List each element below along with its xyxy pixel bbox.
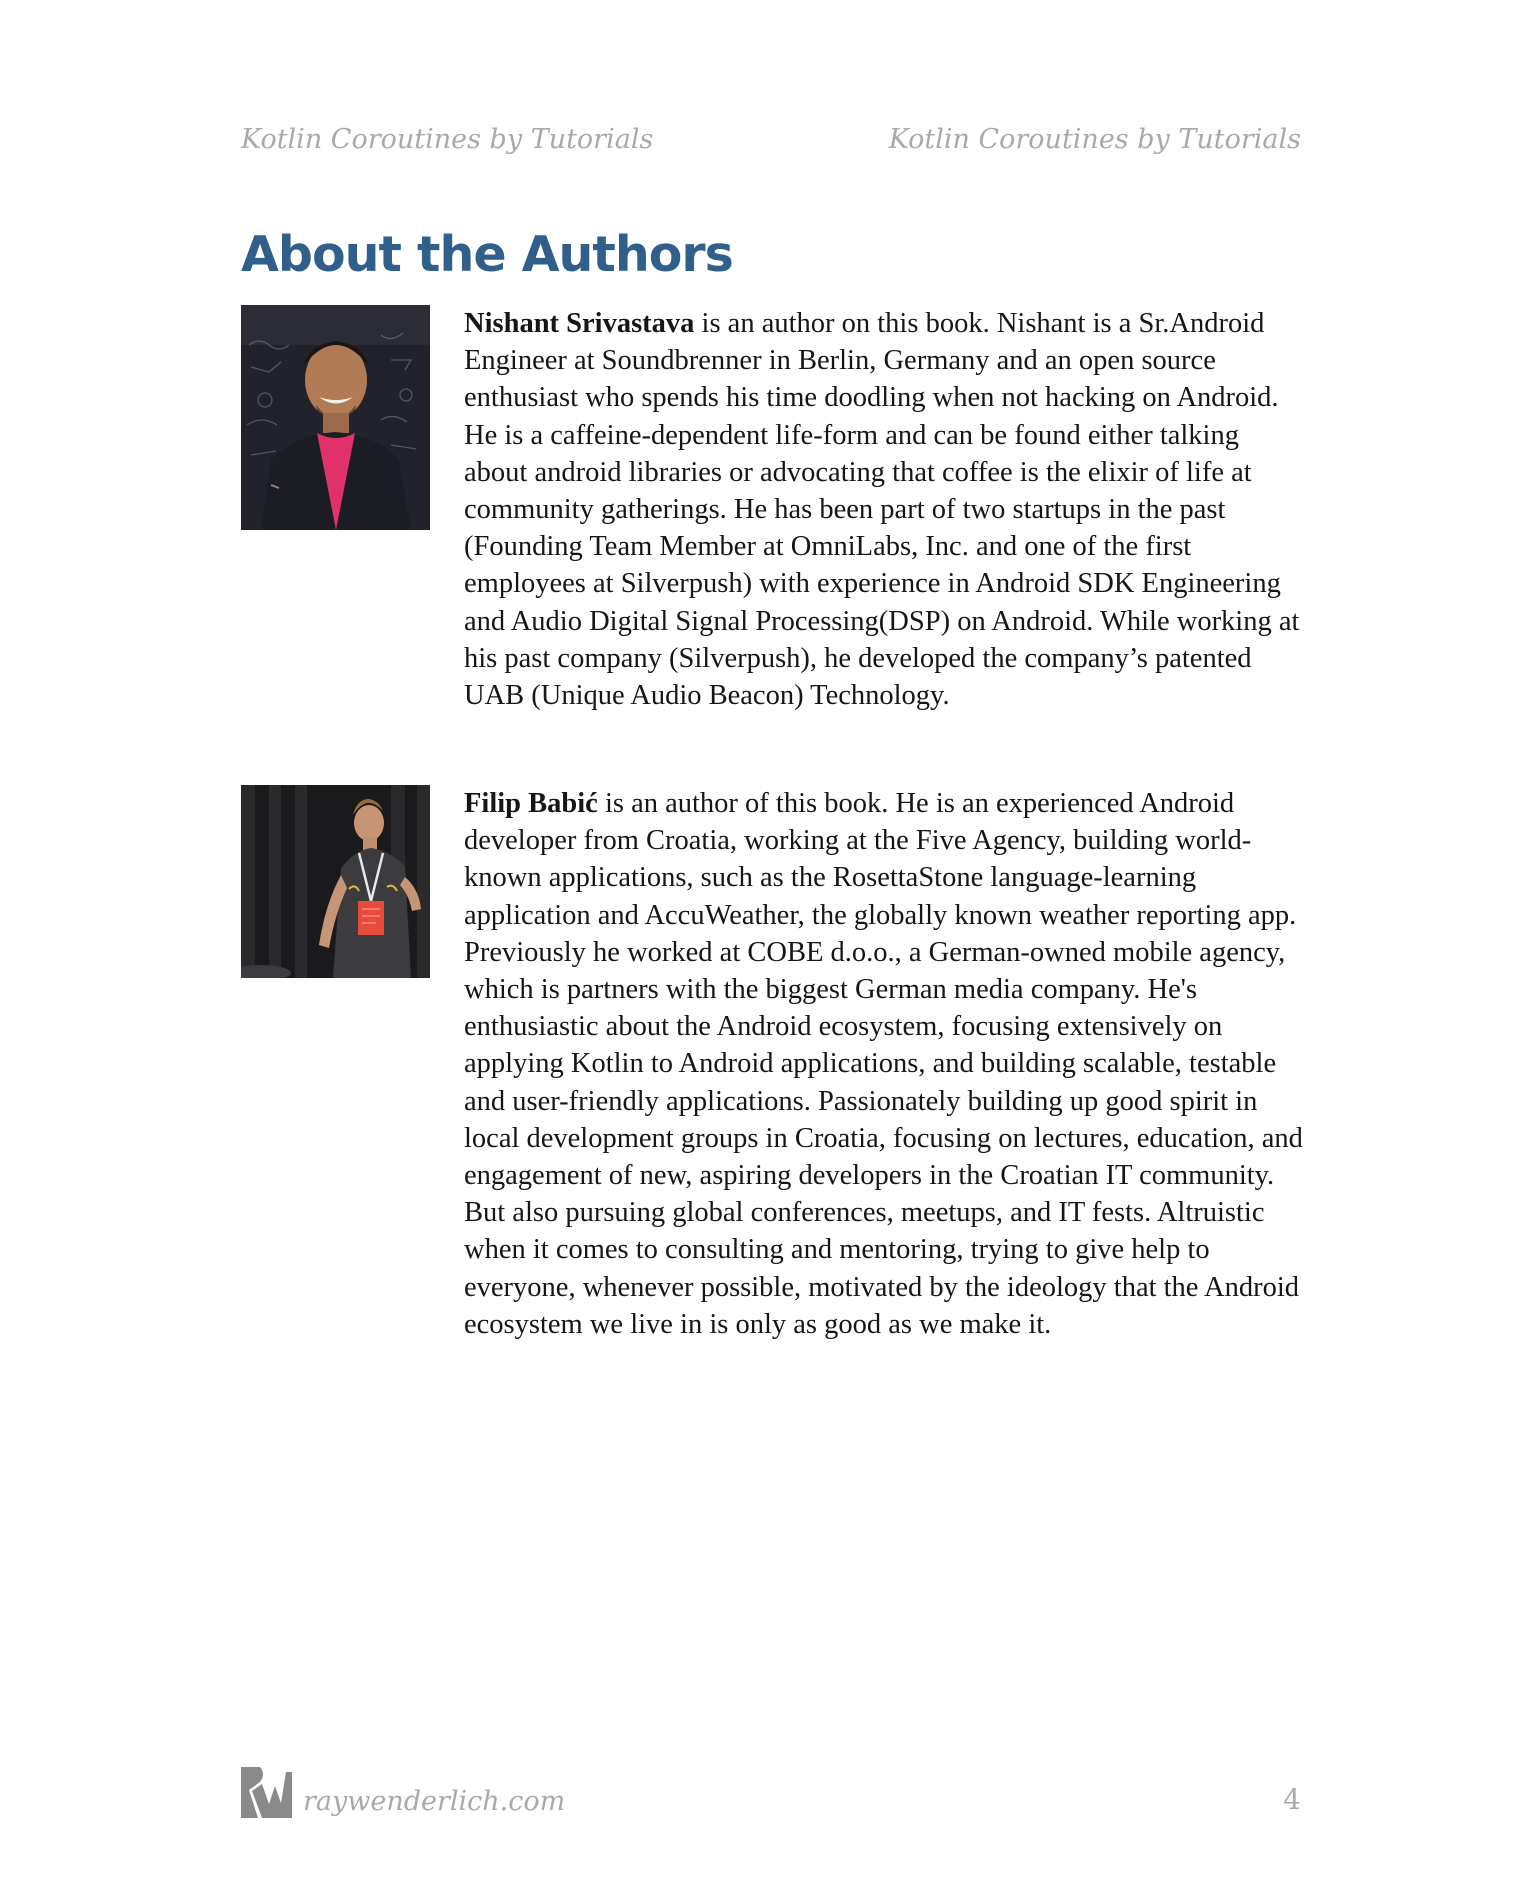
raywenderlich-logo-icon bbox=[241, 1767, 292, 1818]
footer-site-name: raywenderlich.com bbox=[303, 1786, 566, 1817]
running-header-left: Kotlin Coroutines by Tutorials bbox=[241, 124, 654, 155]
running-header-right: Kotlin Coroutines by Tutorials bbox=[888, 124, 1301, 155]
author-bio bbox=[464, 785, 1304, 1343]
author-bio bbox=[464, 305, 1304, 714]
page-title: About the Authors bbox=[241, 226, 733, 283]
author-photo bbox=[241, 305, 430, 530]
author-bio-text: is an author of this book. He is an experienced Android developer from Croatia, working at the Five Agency, building world-known applications, such as the RosettaStone language-learning application and AccuWeather, the globally known weather reporting app. Previously he worked at COBE d.o.o., a German-owned mobile agency, which is partners with the biggest German media company. He's enthusiastic about the Android ecosystem, focusing extensively on applying Kotlin to Android applications, and building scalable, testable and user-friendly applications. Passionately building up good spirit in local development groups in Croatia, focusing on lectures, education, and engagement of new, aspiring developers in the Croatian IT community. But also pursuing global conferences, meetups, and IT fests. Altruistic when it comes to consulting and mentoring, trying to give help to everyone, whenever possible, motivated by the ideology that the Android ecosystem we live in is only as good as we make it. bbox=[464, 788, 1303, 1340]
author-name: Filip Babić bbox=[464, 788, 598, 819]
author-photo bbox=[241, 785, 430, 978]
page-number: 4 bbox=[1283, 1783, 1301, 1816]
author-name: Nishant Srivastava bbox=[464, 308, 695, 339]
author-bio-text: is an author on this book. Nishant is a Sr.Android Engineer at Soundbrenner in Berlin, Germany and an open source enthusiast who spends his time doodling when not hacking on Android. He is a caffeine-dependent life-form and can be found either talking about android libraries or advocating that coffee is the elixir of life at community gatherings. He has been part of two startups in the past (Founding Team Member at OmniLabs, Inc. and one of the first employees at Silverpush) with experience in Android SDK Engineering and Audio Digital Signal Processing(DSP) on Android. While working at his past company (Silverpush), he developed the company’s patented UAB (Unique Audio Beacon) Technology. bbox=[464, 308, 1300, 712]
